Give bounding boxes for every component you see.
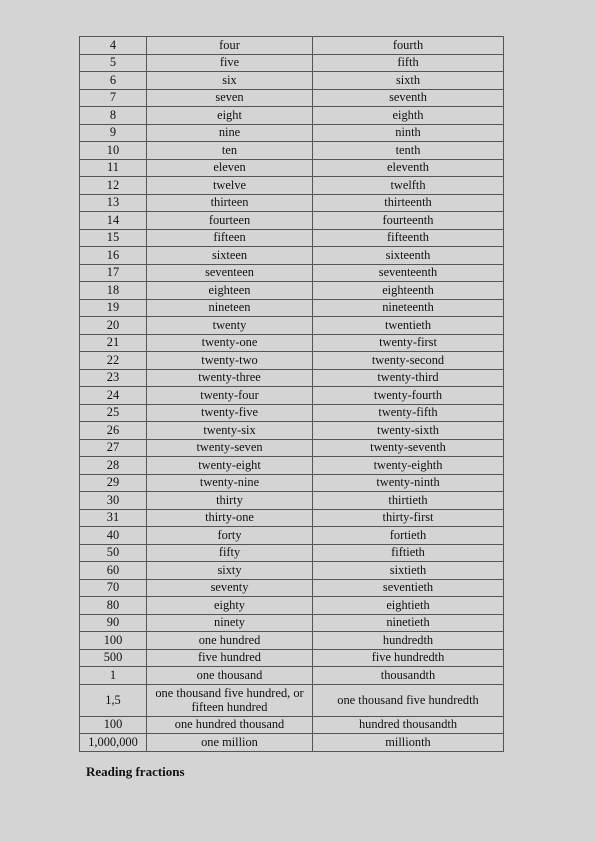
numbers-table-body — [80, 37, 504, 752]
numeral-cell: 60 — [80, 562, 147, 580]
table-row — [80, 422, 504, 440]
table-row — [80, 37, 504, 55]
ordinal-cell: thirteenth — [313, 194, 504, 212]
cardinal-cell: one million — [147, 734, 313, 752]
numeral-cell: 50 — [80, 544, 147, 562]
ordinal-cell: thirty-first — [313, 509, 504, 527]
numeral-cell: 21 — [80, 334, 147, 352]
ordinal-cell: fifteenth — [313, 229, 504, 247]
cardinal-cell: fifteen — [147, 229, 313, 247]
table-row — [80, 632, 504, 650]
table-row — [80, 72, 504, 90]
ordinal-cell: twenty-first — [313, 334, 504, 352]
table-row — [80, 299, 504, 317]
ordinal-cell: eleventh — [313, 159, 504, 177]
numeral-cell: 90 — [80, 614, 147, 632]
table-row — [80, 334, 504, 352]
numeral-cell: 500 — [80, 649, 147, 667]
cardinal-cell: eighteen — [147, 282, 313, 300]
cardinal-cell: twenty — [147, 317, 313, 335]
numeral-cell: 14 — [80, 212, 147, 230]
table-row — [80, 89, 504, 107]
table-row — [80, 369, 504, 387]
cardinal-cell: one hundred — [147, 632, 313, 650]
cardinal-cell: forty — [147, 527, 313, 545]
table-row — [80, 142, 504, 160]
numeral-cell: 6 — [80, 72, 147, 90]
numeral-cell: 80 — [80, 597, 147, 615]
cardinal-cell: one thousand five hundred, or fifteen hundred — [147, 684, 313, 716]
cardinal-cell: five — [147, 54, 313, 72]
table-row — [80, 544, 504, 562]
numeral-cell: 13 — [80, 194, 147, 212]
cardinal-cell: sixteen — [147, 247, 313, 265]
numeral-cell: 1,000,000 — [80, 734, 147, 752]
cardinal-cell: eighty — [147, 597, 313, 615]
numeral-cell: 17 — [80, 264, 147, 282]
numeral-cell: 16 — [80, 247, 147, 265]
ordinal-cell: eighth — [313, 107, 504, 125]
ordinal-cell: twentieth — [313, 317, 504, 335]
table-row — [80, 579, 504, 597]
cardinal-cell: ten — [147, 142, 313, 160]
ordinal-cell: hundredth — [313, 632, 504, 650]
table-row — [80, 684, 504, 716]
ordinal-cell: hundred thousandth — [313, 716, 504, 734]
ordinal-cell: twenty-third — [313, 369, 504, 387]
table-row — [80, 247, 504, 265]
ordinal-cell: twenty-second — [313, 352, 504, 370]
table-row — [80, 124, 504, 142]
table-row — [80, 734, 504, 752]
cardinal-cell: thirty — [147, 492, 313, 510]
numeral-cell: 5 — [80, 54, 147, 72]
table-row — [80, 614, 504, 632]
ordinal-cell: sixteenth — [313, 247, 504, 265]
table-row — [80, 54, 504, 72]
cardinal-cell: thirty-one — [147, 509, 313, 527]
numeral-cell: 1,5 — [80, 684, 147, 716]
numeral-cell: 22 — [80, 352, 147, 370]
cardinal-cell: nine — [147, 124, 313, 142]
numeral-cell: 10 — [80, 142, 147, 160]
ordinal-cell: twenty-fourth — [313, 387, 504, 405]
ordinal-cell: twenty-ninth — [313, 474, 504, 492]
ordinal-cell: millionth — [313, 734, 504, 752]
cardinal-cell: four — [147, 37, 313, 55]
numeral-cell: 15 — [80, 229, 147, 247]
numbers-table — [79, 36, 504, 752]
cardinal-cell: thirteen — [147, 194, 313, 212]
numeral-cell: 19 — [80, 299, 147, 317]
table-row — [80, 457, 504, 475]
table-row — [80, 194, 504, 212]
ordinal-cell: sixtieth — [313, 562, 504, 580]
cardinal-cell: ninety — [147, 614, 313, 632]
cardinal-cell: sixty — [147, 562, 313, 580]
ordinal-cell: eightieth — [313, 597, 504, 615]
ordinal-cell: ninetieth — [313, 614, 504, 632]
table-row — [80, 159, 504, 177]
table-row — [80, 282, 504, 300]
ordinal-cell: twenty-fifth — [313, 404, 504, 422]
ordinal-cell: seventh — [313, 89, 504, 107]
cardinal-cell: twenty-six — [147, 422, 313, 440]
numeral-cell: 26 — [80, 422, 147, 440]
ordinal-cell: twelfth — [313, 177, 504, 195]
numeral-cell: 29 — [80, 474, 147, 492]
table-row — [80, 716, 504, 734]
table-row — [80, 107, 504, 125]
cardinal-cell: twenty-two — [147, 352, 313, 370]
numeral-cell: 28 — [80, 457, 147, 475]
cardinal-cell: twenty-three — [147, 369, 313, 387]
numeral-cell: 1 — [80, 667, 147, 685]
table-row — [80, 229, 504, 247]
ordinal-cell: seventeenth — [313, 264, 504, 282]
cardinal-cell: one thousand — [147, 667, 313, 685]
cardinal-cell: seventy — [147, 579, 313, 597]
cardinal-cell: twenty-seven — [147, 439, 313, 457]
table-row — [80, 317, 504, 335]
ordinal-cell: seventieth — [313, 579, 504, 597]
numeral-cell: 7 — [80, 89, 147, 107]
cardinal-cell: fourteen — [147, 212, 313, 230]
table-row — [80, 667, 504, 685]
cardinal-cell: twenty-eight — [147, 457, 313, 475]
cardinal-cell: one hundred thousand — [147, 716, 313, 734]
cardinal-cell: seventeen — [147, 264, 313, 282]
numeral-cell: 24 — [80, 387, 147, 405]
ordinal-cell: fortieth — [313, 527, 504, 545]
numeral-cell: 4 — [80, 37, 147, 55]
ordinal-cell: fiftieth — [313, 544, 504, 562]
ordinal-cell: nineteenth — [313, 299, 504, 317]
numeral-cell: 11 — [80, 159, 147, 177]
table-row — [80, 509, 504, 527]
numeral-cell: 40 — [80, 527, 147, 545]
cardinal-cell: eight — [147, 107, 313, 125]
cardinal-cell: six — [147, 72, 313, 90]
ordinal-cell: tenth — [313, 142, 504, 160]
table-row — [80, 352, 504, 370]
numeral-cell: 30 — [80, 492, 147, 510]
cardinal-cell: twenty-four — [147, 387, 313, 405]
numeral-cell: 9 — [80, 124, 147, 142]
numeral-cell: 70 — [80, 579, 147, 597]
ordinal-cell: twenty-sixth — [313, 422, 504, 440]
numeral-cell: 23 — [80, 369, 147, 387]
table-row — [80, 439, 504, 457]
numeral-cell: 18 — [80, 282, 147, 300]
ordinal-cell: twenty-eighth — [313, 457, 504, 475]
cardinal-cell: fifty — [147, 544, 313, 562]
table-row — [80, 649, 504, 667]
cardinal-cell: twenty-nine — [147, 474, 313, 492]
ordinal-cell: fourteenth — [313, 212, 504, 230]
numeral-cell: 100 — [80, 632, 147, 650]
cardinal-cell: twenty-one — [147, 334, 313, 352]
table-row — [80, 387, 504, 405]
cardinal-cell: nineteen — [147, 299, 313, 317]
numeral-cell: 8 — [80, 107, 147, 125]
ordinal-cell: thousandth — [313, 667, 504, 685]
ordinal-cell: five hundredth — [313, 649, 504, 667]
table-row — [80, 212, 504, 230]
ordinal-cell: twenty-seventh — [313, 439, 504, 457]
numeral-cell: 31 — [80, 509, 147, 527]
numeral-cell: 20 — [80, 317, 147, 335]
table-row — [80, 597, 504, 615]
table-row — [80, 492, 504, 510]
table-row — [80, 562, 504, 580]
table-row — [80, 404, 504, 422]
numeral-cell: 25 — [80, 404, 147, 422]
ordinal-cell: one thousand five hundredth — [313, 684, 504, 716]
numeral-cell: 12 — [80, 177, 147, 195]
numeral-cell: 27 — [80, 439, 147, 457]
table-row — [80, 527, 504, 545]
ordinal-cell: fifth — [313, 54, 504, 72]
table-row — [80, 474, 504, 492]
ordinal-cell: ninth — [313, 124, 504, 142]
section-heading: Reading fractions — [86, 764, 185, 779]
cardinal-cell: five hundred — [147, 649, 313, 667]
table-row — [80, 264, 504, 282]
ordinal-cell: eighteenth — [313, 282, 504, 300]
table-row — [80, 177, 504, 195]
ordinal-cell: thirtieth — [313, 492, 504, 510]
cardinal-cell: twenty-five — [147, 404, 313, 422]
ordinal-cell: fourth — [313, 37, 504, 55]
ordinal-cell: sixth — [313, 72, 504, 90]
cardinal-cell: seven — [147, 89, 313, 107]
numeral-cell: 100 — [80, 716, 147, 734]
cardinal-cell: twelve — [147, 177, 313, 195]
cardinal-cell: eleven — [147, 159, 313, 177]
